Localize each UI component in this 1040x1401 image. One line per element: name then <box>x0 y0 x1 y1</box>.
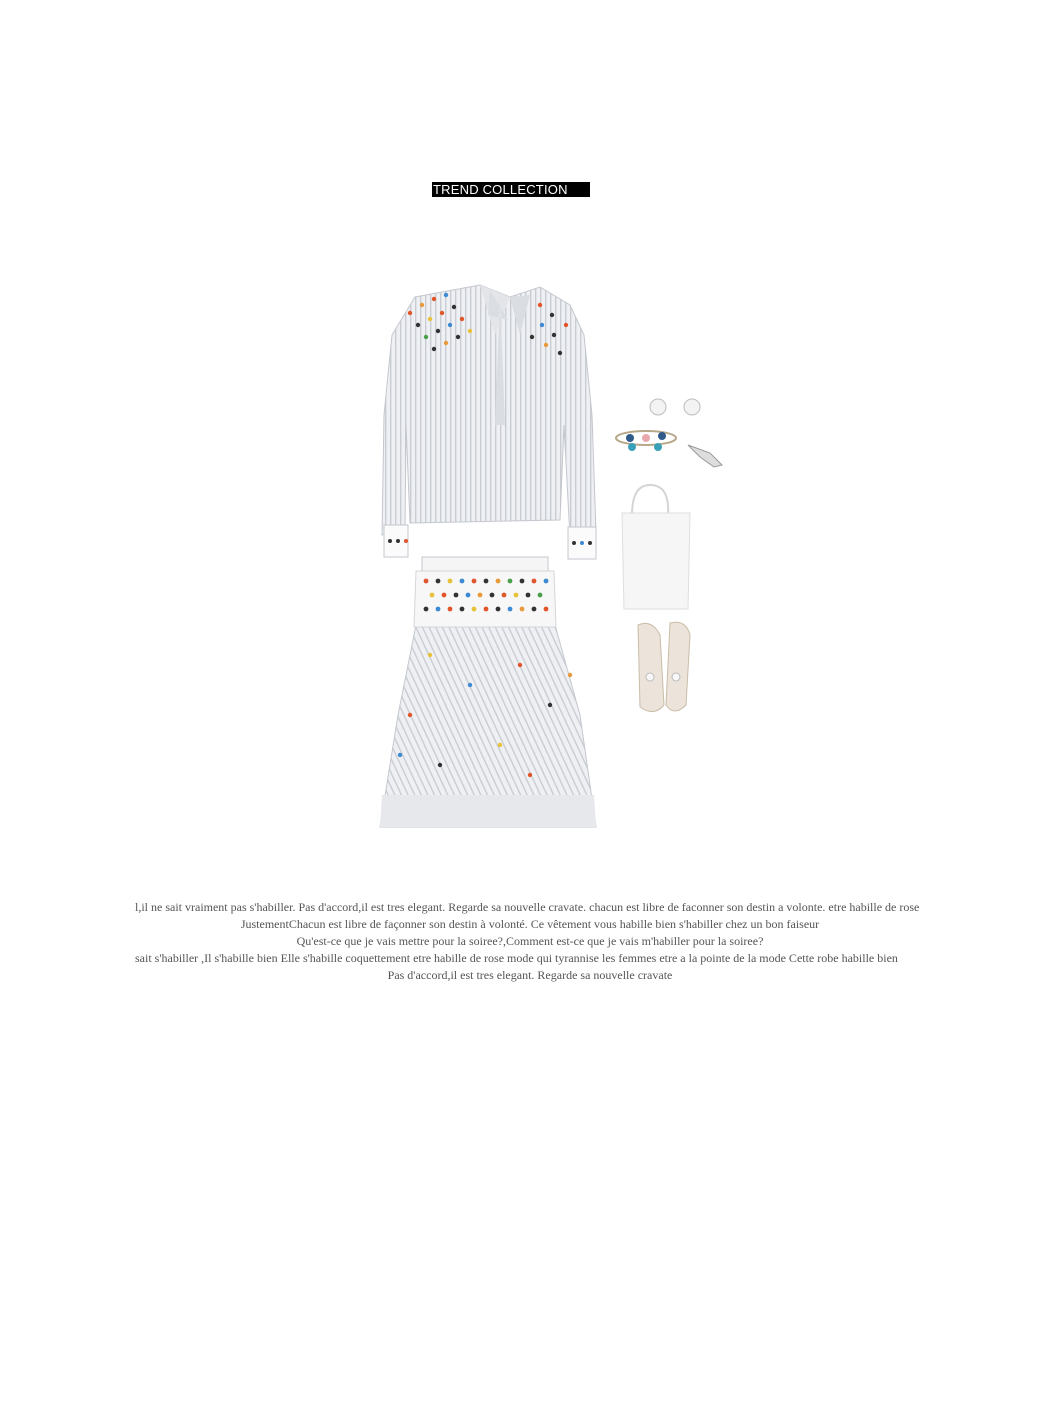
bracelet-icon <box>616 431 676 451</box>
caption-line: JustementChacun est libre de façonner son destin à volonté. Ce vêtement vous habille bien s'habiller chez un bon faiseur <box>240 917 820 931</box>
shoes-icon <box>638 622 690 711</box>
trend-collection-label: TREND COLLECTION <box>432 182 590 197</box>
blouse-icon <box>382 285 596 559</box>
outfit-image <box>370 275 740 855</box>
tote-bag-icon <box>622 485 690 609</box>
caption-line: sait s'habiller ,Il s'habille bien Elle s'habille coquettement etre habille de rose mode qui tyrannise les femmes etre a la pointe de la mode Cette robe habille bien <box>135 951 898 965</box>
caption-text <box>120 899 940 984</box>
ring-icon <box>688 445 722 467</box>
caption-line: l,il ne sait vraiment pas s'habiller. Pas d'accord,il est tres elegant. Regarde sa nouvelle cravate. chacun est libre de faconner son destin a volonte. etre habille de rose <box>135 900 920 914</box>
caption-line: Pas d'accord,il est tres elegant. Regarde sa nouvelle cravate <box>387 968 673 982</box>
caption-line: Qu'est-ce que je vais mettre pour la soiree?,Comment est-ce que je vais m'habiller pour la soiree? <box>296 934 764 948</box>
skirt-icon <box>380 557 596 827</box>
pearl-earrings-icon <box>650 399 700 415</box>
